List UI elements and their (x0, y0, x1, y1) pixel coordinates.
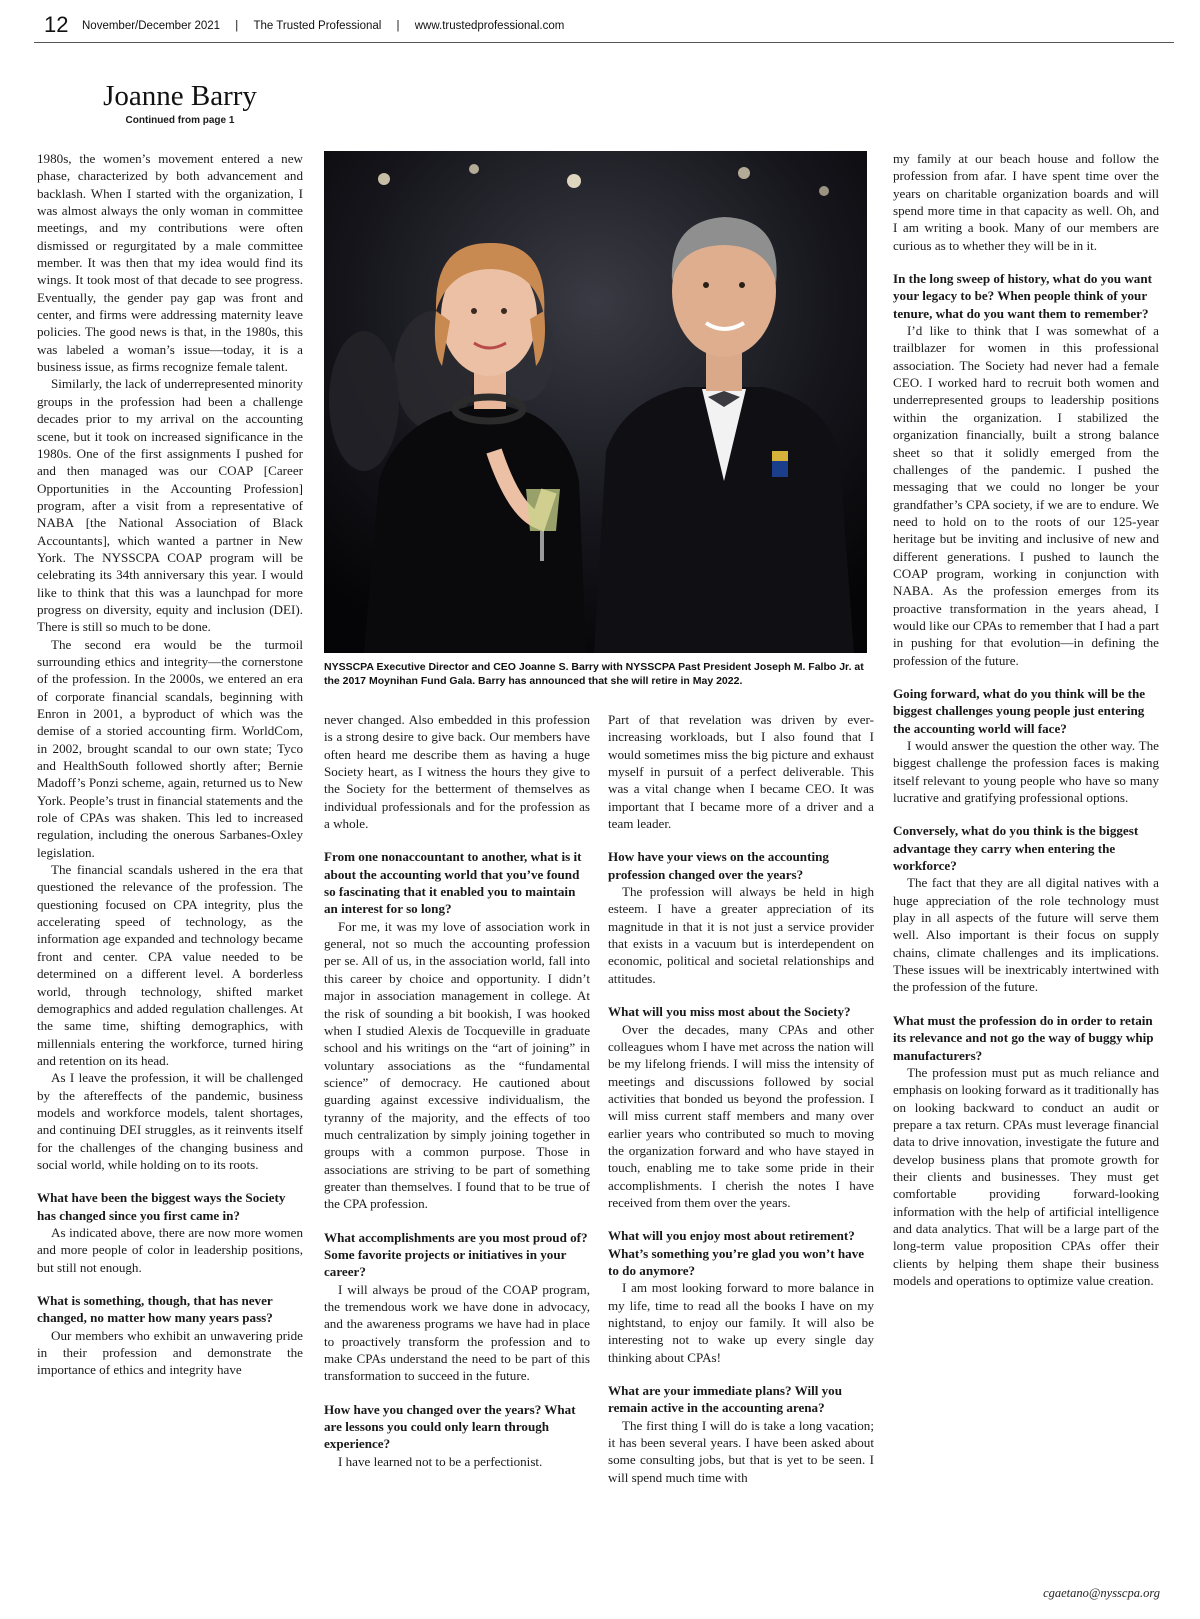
issue-date: November/December 2021 (82, 20, 221, 32)
body-paragraph: Part of that revelation was driven by ever-increasing workloads, but I also found that I would sometimes miss the big picture and exhaust myself in pursuit of a perfect deliverable. This was a vital change when I became CEO. It was important that I became more of a driver and a team leader. (608, 712, 874, 832)
publication-name: The Trusted Professional (253, 20, 382, 32)
interview-question: What are your immediate plans? Will you remain active in the accounting arena? (608, 1383, 843, 1416)
website-link[interactable]: www.trustedprofessional.com (414, 20, 565, 32)
interview-question: What will you enjoy most about retirement? What’s something you’re glad you won’t have to do anymore? (608, 1228, 865, 1278)
body-paragraph: For me, it was my love of association work in general, not so much the accounting profession per se. All of us, in the association world, fall into this career by choice and opportunity. I didn’t major in association management in college. At the risk of sounding a bit bookish, I was hooked when I studied Alexis de Tocqueville in graduate school and his writings on the “art of joining” in voluntary associations as the “fundamental science” of democracy. He cautioned about guarding against excessive individualism, the tyranny of the majority, and the effects of too much centralization by simply joining together in groups with a common purpose. Those in associations are striving to be part of something greater than themselves. I found that to be true of the CPA profession. (324, 918, 590, 1212)
interview-question: How have you changed over the years? What are lessons you could only learn through experience? (324, 1401, 576, 1452)
page-header (34, 12, 1174, 43)
body-paragraph: The second era would be the turmoil surrounding ethics and integrity—the cornerstone of the profession. In the 2000s, we entered an era of corporate financial scandals, beginning with Enron in 2001, a byproduct of which was the demise of a storied accounting firm. WorldCom, in 2002, brought scandal to our own state; Tyco and HealthSouth followed shortly after; Bernie Madoff’s Ponzi scheme, again, returned us to New York. People’s trust in financial statements and the role of CPAs was shaken. This led to increased regulation, including the onerous Sarbanes-Oxley legislation. (37, 636, 303, 860)
article-column-2 (324, 711, 590, 1470)
header-meta (82, 20, 570, 32)
article-column-3 (608, 711, 874, 1486)
article-column-4 (893, 150, 1159, 1289)
body-paragraph: The fact that they are all digital natives with a huge appreciation of the role technology must play in all aspects of the future will serve them well. Also important is their focus on supply chains, climate challenges and its implications. These issues will be inextricably intertwined with the profession of the future. (893, 875, 1159, 995)
body-paragraph: I would answer the question the other way. The biggest challenge the profession faces is making itself relevant to young people who have so many lucrative and gratifying professional options. (893, 738, 1159, 806)
interview-question: From one nonaccountant to another, what is it about the accounting world that you’ve found so fascinating that it enabled you to maintain an interest for so long? (324, 849, 582, 917)
interview-question: Conversely, what do you think is the biggest advantage they carry when entering the workforce? (893, 823, 1139, 874)
body-paragraph: Over the decades, many CPAs and other colleagues whom I have met across the nation will be my lifelong friends. I will miss the intensity of meetings and discussions followed by social activities that bonded us beyond the profession. I will miss current staff members and many over earlier years who contributed so much to moving the organization forward and who have stayed in touch, enabling me to take some pride in their accomplishments. I cherish the notes I have received from them over the years. (608, 1021, 874, 1210)
interview-question: What have been the biggest ways the Society has changed since you first came in? (37, 1190, 286, 1223)
interview-question: How have your views on the accounting profession changed over the years? (608, 849, 829, 882)
article-title-block (40, 80, 320, 126)
body-paragraph: Our members who exhibit an unwavering pride in their profession and demonstrate the importance of ethics and integrity have (37, 1327, 303, 1378)
body-paragraph: I am most looking forward to more balance in my life, time to read all the books I have on my nightstand, to enjoy our family. It will also be interesting not to wake up every single day thinking about CPAs! (608, 1280, 874, 1365)
continued-note: Continued from page 1 (125, 115, 235, 126)
body-paragraph: my family at our beach house and follow the profession from afar. I have spent time over the years on charitable organization boards and will spend more time in that capacity as well. Oh, and I am writing a book. Many of our members are curious as to whether they will be in it. (893, 151, 1159, 253)
article-column-1 (37, 150, 303, 1379)
photo-illustration (324, 151, 867, 653)
body-paragraph: 1980s, the women’s movement entered a new phase, characterized by both advancement and backlash. When I started with the organization, I was almost always the only woman in committee meetings, and my contributions were often dismissed or regurgitated by a male committee member. It was then that my idea would find its wings. It took most of that decade to see progress. Eventually, the gender pay gap was front and center, and firms were addressing maternity leave policies. The good news is that, in the 1980s, this was labeled a woman’s issue—today, it is a business issue, as firms recognize female talent. (37, 151, 303, 375)
interview-question: What is something, though, that has never changed, no matter how many years pass? (37, 1293, 273, 1326)
interview-question: What must the profession do in order to retain its relevance and not go the way of buggy whip manufacturers? (893, 1012, 1154, 1063)
interview-question: What will you miss most about the Society? (608, 1004, 851, 1020)
body-paragraph: I’d like to think that I was somewhat of a trailblazer for women in this professional association. The Society had never had a female CEO. I worked hard to recruit both women and underrepresented groups to leadership positions within the organization. I stabilized the organization financially, built a strong balance sheet so that it solidly emerged from the challenges of the pandemic. I pushed the messaging that we could no longer be your grandfather’s CPA society, if we are to endure. We need to hold on to the roots of our 125-year heritage but be inviting and inclusive of new and different generations. I pushed to launch the COAP program, working in conjunction with NABA. As the profession emerges from its proactive transformation in the years ahead, I would like our CPAs to remember that I had a part in pushing for that evolution—in defining the profession of the future. (893, 323, 1159, 668)
body-paragraph: The profession will always be held in high esteem. I have a greater appreciation of its magnitude in that it is not just a service provider that exists in a vacuum but is interdependent on economic, political and societal relationships and attitudes. (608, 884, 874, 986)
interview-question: What accomplishments are you most proud of? Some favorite projects or initiatives in your career? (324, 1229, 588, 1280)
body-paragraph: never changed. Also embedded in this profession is a strong desire to give back. Our members have often heard me describe them as having a huge Society heart, as I witness the hours they give to the Society for the betterment of themselves as individual professionals and for the profession as a whole. (324, 712, 590, 832)
body-paragraph: I will always be proud of the COAP program, the tremendous work we have done in advocacy, and the awareness programs we have had in place to proactively transform the profession and to make CPAs understand the need to be part of this transformation to succeed in the future. (324, 1281, 590, 1384)
body-paragraph: I have learned not to be a perfectionist. (338, 1453, 543, 1469)
author-email[interactable]: cgaetano@nysscpa.org (1043, 1586, 1160, 1600)
article-title: Joanne Barry (103, 80, 257, 112)
interview-question: Going forward, what do you think will be the biggest challenges young people just entering the accounting world will face? (893, 685, 1146, 736)
article-photo (324, 151, 867, 653)
body-paragraph: The profession must put as much reliance and emphasis on looking forward as it traditionally has on looking backward to conduct an audit or prepare a tax return. CPAs must leverage financial data to drive innovation, investigate the future and develop business plans that promote growth for their clients and businesses. They must get comfortable providing forward-looking information with the help of artificial intelligence and data analytics. That will be a large part of the long-term value proposition CPAs offer their clients by helping them shape their business models and operations to optimize value creation. (893, 1064, 1159, 1288)
header-separator: | (235, 20, 239, 32)
header-separator: | (396, 20, 400, 32)
page-number: 12 (44, 12, 69, 37)
body-paragraph: The financial scandals ushered in the era that questioned the relevance of the profession. The questioning focused on CPA integrity, plus the accelerating speed of technology, as the information age expanded and technology became front and center. CPA value needed to be determined on a different level. A borderless world, through technology, shifted market demographics and added regulation challenges. At the same time, shifting demographics, with millennials entering the workforce, turned hiring and retention on its head. (37, 862, 303, 1068)
photo-caption: NYSSCPA Executive Director and CEO Joanne S. Barry with NYSSCPA Past President Joseph M. Falbo Jr. at the 2017 Moynihan Fund Gala. Barry has announced that she will retire in May 2022. (324, 661, 864, 687)
body-paragraph: As indicated above, there are now more women and more people of color in leadership positions, but still not enough. (37, 1224, 303, 1275)
body-paragraph: As I leave the profession, it will be challenged by the aftereffects of the pandemic, business models and workforce models, talent shortages, and continuing DEI struggles, as it reinvents itself for the challenges of the changing business and social world, while holding on to its roots. (37, 1070, 303, 1172)
body-paragraph: The first thing I will do is take a long vacation; it has been several years. I have been asked about some consulting jobs, but that is yet to be seen. I will spend much time with (608, 1417, 874, 1485)
body-paragraph: Similarly, the lack of underrepresented minority groups in the profession had been a challenge decades prior to my arrival on the accounting scene, but it took on increased significance in the 1980s. One of the first assignments I pushed for and then managed was our COAP [Career Opportunities in the Accounting Profession] program, after a visit from a representative of NABA [the National Association of Black Accountants], which wanted a partner in New York. The NYSSCPA COAP program will be celebrating its 34th anniversary this year. I would like to think that this was a launchpad for more progress on diversity, equity and inclusion (DEI). There is still so much to be done. (37, 376, 303, 635)
interview-question: In the long sweep of history, what do you want your legacy to be? When people think of your tenure, what do you want them to remember? (893, 271, 1152, 321)
